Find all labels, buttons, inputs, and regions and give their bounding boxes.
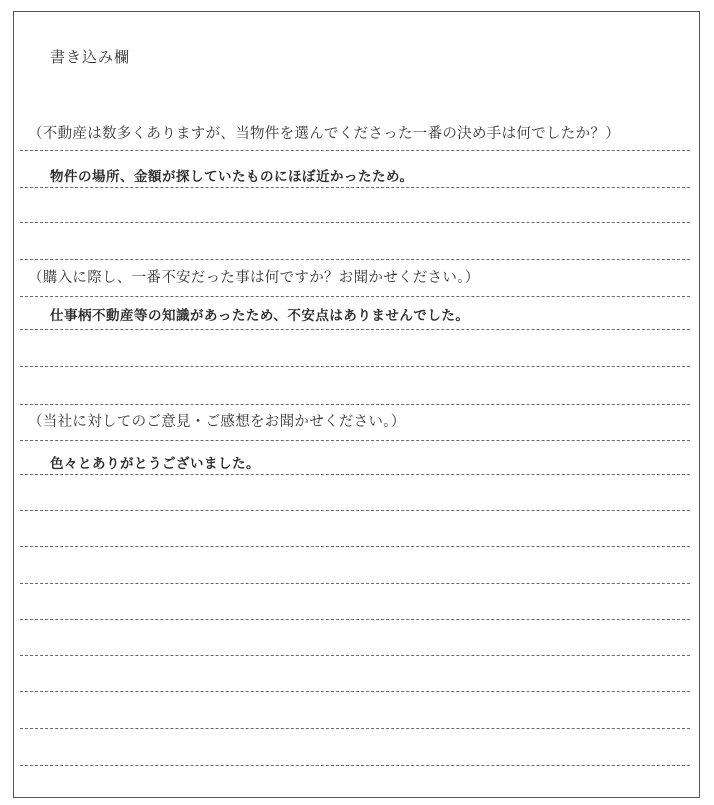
writing-line [20,440,690,441]
writing-line [20,765,690,766]
writing-line [20,329,690,330]
writing-line [20,187,690,188]
writing-line [20,259,690,260]
writing-line [20,728,690,729]
writing-line [20,510,690,511]
writing-line [20,366,690,367]
writing-line [20,619,690,620]
writing-line [20,150,690,151]
writing-line [20,583,690,584]
question-concerns: （購入に際し、一番不安だった事は何ですか？お聞かせください。） [28,270,480,286]
writing-line [20,404,690,405]
writing-line [20,222,690,223]
writing-line [20,691,690,692]
form-title: 書き込み欄 [50,48,131,66]
writing-line [20,296,690,297]
writing-line [20,474,690,475]
question-decision-factor: （不動産は数多くありますが、当物件を選んでくださった一番の決め手は何でしたか？） [28,126,620,142]
question-feedback: （当社に対してのご意見・ご感想をお聞かせください。） [28,414,406,430]
answer-feedback: 色々とありがとうございました。 [50,456,260,472]
writing-line [20,546,690,547]
answer-concerns: 仕事柄不動産等の知識があったため、不安点はありませんでした。 [50,308,470,324]
answer-decision-factor: 物件の場所、金額が探していたものにほぼ近かったため。 [50,169,414,185]
writing-line [20,655,690,656]
